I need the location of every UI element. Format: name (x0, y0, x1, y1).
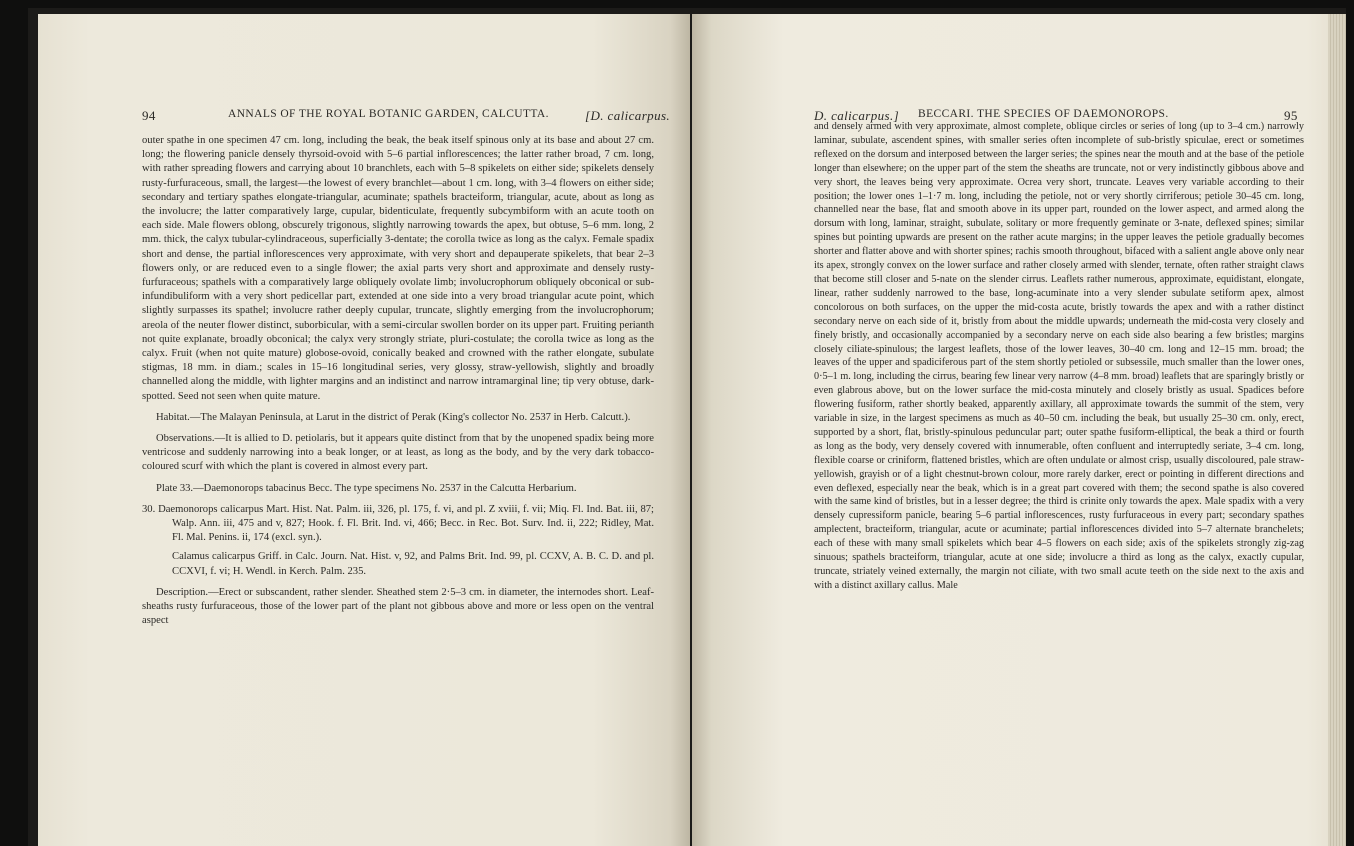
left-running-title: ANNALS OF THE ROYAL BOTANIC GARDEN, CALCUTTA. (228, 108, 549, 120)
right-section-label: D. calicarpus.] (814, 108, 900, 123)
open-book (28, 8, 1346, 846)
paragraph: outer spathe in one specimen 47 cm. long, including the beak, the beak itself spinous only at its base and about 27 cm. long; the flowering panicle densely thyrsoid-ovoid with 5–6 partial inflorescences; the latter rather broad, 7 cm. long, with rather spreading flowers and carrying about 10 branchlets, each with 5–8 spikelets on either side; spikelets densely rusty-furfuraceous, small, the largest—the lowest of every branchlet—about 1 cm. long, with 3–4 flowers on either side; secondary and tertiary spathes elongate-triangular, acuminate; spathels bracteiform, triangular, acute, about as long as the involucre; the latter comparatively large, cupular, bidenticulate, frequently subcymbiform with an acute tooth on each side. Male flowers oblong, obscurely trigonous, slightly narrowing towards the apex, but obtuse, 5–6 mm. long, 2 mm. thick, the calyx tubular-cylindraceous, superficially 3-dentate; the corolla twice as long as the calyx. Female spadix short and dense, the partial inflorescences very approximate, with very short and depauperate spikelets, that bear 2–3 flowers only, or are reduced even to a single flower; the axial parts very short and approximate and densely rusty-furfuraceous; spathels with a comparatively large obliquely ovolate limb; involucrophorum obliquely obconical or sub-infundibuliform with a very short pedicellar part, extended at one side into a very broad triangular acute point, which slightly surpasses its spathel; involucre rather deeply cupular, truncate, slightly emerging from the involucrophorum; areola of the neuter flower distinct, suborbicular, with a semi-circular swollen border on its upper part. Fruiting perianth not quite explanate, broadly obconical; the calyx very strongly striate, pluri-costulate; the corolla twice as long as the calyx. Fruit (when not quite mature) globose-ovoid, conically beaked and crowned with the rather elongate, subulate stigmas, 18 mm. in diam.; scales in 15–16 longitudinal series, very glossy, straw-yellowish, slightly and broadly channelled along the middle, with lighter margins and an indistinct and narrow intramarginal line; tip very obtuse, dark-spotted. Seed not seen when quite mature. (142, 135, 654, 402)
left-page-body (142, 134, 654, 629)
paragraph: Observations.—It is allied to D. petiolaris, but it appears quite distinct from that by the unopened spadix being more ventricose and suddenly narrowing into a beak longer, or at least, as long as the body, and by the very dark tobacco-coloured scurf with which the plant is covered in almost every part. (142, 433, 654, 473)
page-edges (1328, 14, 1346, 846)
right-running-title: BECCARI. THE SPECIES OF DAEMONOROPS. (918, 108, 1169, 120)
paragraph: Description.—Erect or subscandent, rather slender. Sheathed stem 2·5–3 cm. in diameter, the internodes short. Leaf-sheaths rusty furfuraceous, those of the lower part of the plant not gibbous above and more or less open on the ventral aspect (142, 586, 654, 627)
paragraph: and densely armed with very approximate, almost complete, oblique circles or series of long (up to 3–4 cm.) narrowly laminar, subulate, ascendent spines, with smaller series often incomplete of sub-bristly spiculae, erect or sometimes reflexed on the dorsum and interposed between the larger series; the spines near the mouth and at the base of the petiole longer than elsewhere; on the upper part of the stem the sheaths are truncate, not or very indistinctly gibbous above and very short, the leaves being very approximate. Ocrea very short, truncate. Leaves very variable according to their position; the lower ones 1–1·7 m. long, including the petiole, not or very shortly cirriferous; petiole 30–45 cm. long, channelled near the base, flat and smooth above in its upper part, rounded on the lower aspect, and armed along the dorsum with long, laminar, straight, subulate, solitary or more frequently geminate or 3-nate, deflexed spines; similar spines but pointing upwards are present on the rather acute margins; in the upper leaves the petiole gradually becomes shorter and flatter above and with shorter spines; rachis smooth throughout, bifaced with a salient angle above only near its apex, strongly convex on the lower surface and rather closely armed with slender, ternate, often rather straight claws that become still closer and 5-nate on the slender cirrus. Leaflets rather numerous, approximate, equidistant, elongate, linear, rather suddenly narrowed to the base, long-acuminate into a very slender subulate setiform apex, almost concolorous on both surfaces, on the upper the mid-costa acute, bristly towards the apex and with a rather distinct secondary nerve on each side of it, bristly from about the middle upwards; underneath the mid-costa very closely and finely bristly, and occasionally accompanied by a secondary nerve on each side also bearing a few bristles; margins closely ciliate-spinulous; the largest leaflets, those of the lower leaves, 30–40 cm. long and 12–15 mm. broad; the leaves of the upper and spadiciferous part of the stem shortly petioled or subsessile, much smaller than the lower ones, 0·5–1 m. long, including the cirrus, bearing few linear very narrow (4–8 mm. broad) leaflets that are sparingly bristly or even glabrous above, but on the lower surface the mid-costa minutely and closely bristly as usual. Spadices before flowering fusiform, rather shortly beaked, apparently axillary, all approximate towards the summit of the stem, very variable in size, in the largest specimens as much as 40–50 cm. including the beak, but usually 25–30 cm. only, erect, supported by a short, flat, bristly-spinulous peduncular part; outer spathe fusiform-elliptical, the beak a third or fourth as long as the body, very densely covered with innumerable, often confluent and interruptedly seriate, 3–4 cm. long, flexible coarse or criniform, flattened bristles, which are often undulate or almost crisp, usually discoloured, pale straw-yellowish, grayish or of a light chestnut-brown colour, more rarely darker, erect or pointing in different directions and even deflexed, especially near the beak, which is in a great part covered with them; the second spathe is also covered with the same kind of bristles, but in a lesser degree; the third is crinite only towards the apex. Male spadix with a very densely cupressiform panicle, bearing 5–6 partial inflorescences, rusty furfuraceous in every part; secondary spathes amplectent, bracteiform, triangular, acute or acuminate; partial inflorescences divided into 5–7 alternate branchelets; each of these with many small spikelets which bear 4–5 flowers on each side; axis of the spikelets strongly zig-zag sinuous; spathels bracteiform, triangular, acute at one side; involucre a third as long as the calyx, exactly cupular, truncate, striately veined externally, the margin not ciliate, with two small acute teeth on the side next to the axis and with a distinct axillary callus. Male (814, 121, 1304, 591)
left-page (38, 14, 690, 846)
left-section-label: [D. calicarpus. (585, 108, 671, 123)
left-page-number: 94 (142, 108, 156, 123)
paragraph: 30. Daemonorops calicarpus Mart. Hist. Nat. Palm. iii, 326, pl. 175, f. vi, and pl. Z xviii, f. vii; Miq. Fl. Ind. Bat. iii, 87; Walp. Ann. iii, 475 and v, 827; Hook. f. Fl. Brit. Ind. vi, 466; Becc. in Rec. Bot. Surv. Ind. ii, 222; Ridley, Mat. Fl. Mal. Penins. ii, 174 (excl. syn.). (142, 503, 654, 544)
paragraph: Habitat.—The Malayan Peninsula, at Larut in the district of Perak (King's collector No. 2537 in Herb. Calcutt.). (156, 411, 631, 423)
paragraph: Calamus calicarpus Griff. in Calc. Journ. Nat. Hist. v, 92, and Palms Brit. Ind. 99, pl. CCXV, A. B. C. D. and pl. CCXVI, f. vi; H. Wendl. in Kerch. Palm. 235. (172, 551, 654, 577)
right-page-body (814, 120, 1304, 593)
paragraph: Plate 33.—Daemonorops tabacinus Becc. The type specimens No. 2537 in the Calcutta Herbarium. (156, 482, 577, 494)
right-page-number: 95 (1284, 108, 1298, 123)
right-page (692, 14, 1346, 846)
left-page-header (38, 104, 690, 126)
